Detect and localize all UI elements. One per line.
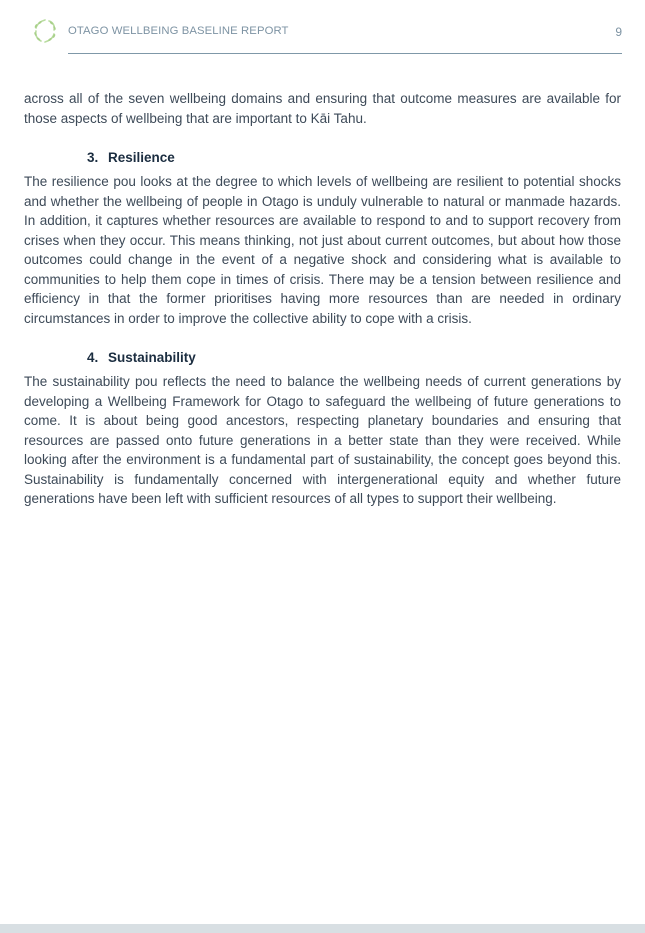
section-title: Resilience bbox=[108, 150, 175, 165]
section-heading-resilience bbox=[87, 148, 621, 167]
page-body bbox=[24, 89, 621, 509]
leaf-wreath-logo-icon bbox=[31, 17, 59, 45]
running-header-title: OTAGO WELLBEING BASELINE REPORT bbox=[68, 25, 289, 37]
page-number: 9 bbox=[615, 25, 622, 39]
section-title: Sustainability bbox=[108, 350, 196, 365]
sustainability-paragraph: The sustainability pou reflects the need to balance the wellbeing needs of current generations by developing a Wellbeing Framework for Otago to safeguard the wellbeing of future generations to come. It is about being good ancestors, respecting planetary boundaries and ensuring that resources are passed onto future generations in a better state than they were received. While looking after the environment is a fundamental part of sustainability, the concept goes beyond this. Sustainability is fundamentally concerned with intergenerational equity and whether future generations have been left with sufficient resources of all types to support their wellbeing. bbox=[24, 374, 621, 506]
intro-paragraph: across all of the seven wellbeing domains and ensuring that outcome measures are available for those aspects of wellbeing that are important to Kāi Tahu. bbox=[24, 91, 621, 126]
section-heading-sustainability bbox=[87, 348, 621, 367]
header-divider bbox=[68, 53, 622, 54]
section-number: 4. bbox=[87, 350, 99, 365]
resilience-paragraph: The resilience pou looks at the degree to which levels of wellbeing are resilient to potential shocks and whether the wellbeing of people in Otago is unduly vulnerable to natural or manmade hazards. In addition, it captures whether resources are available to respond to and to support recovery from crises when they occur. This means thinking, not just about current outcomes, but about how those outcomes could change in the event of a negative shock and considering what is available to communities to help them cope in times of crisis. There may be a tension between resilience and efficiency in that the former prioritises having more resources than are needed in ordinary circumstances in order to improve the collective ability to cope with a crisis. bbox=[24, 174, 621, 326]
section-number: 3. bbox=[87, 150, 99, 165]
footer-band bbox=[0, 924, 645, 933]
